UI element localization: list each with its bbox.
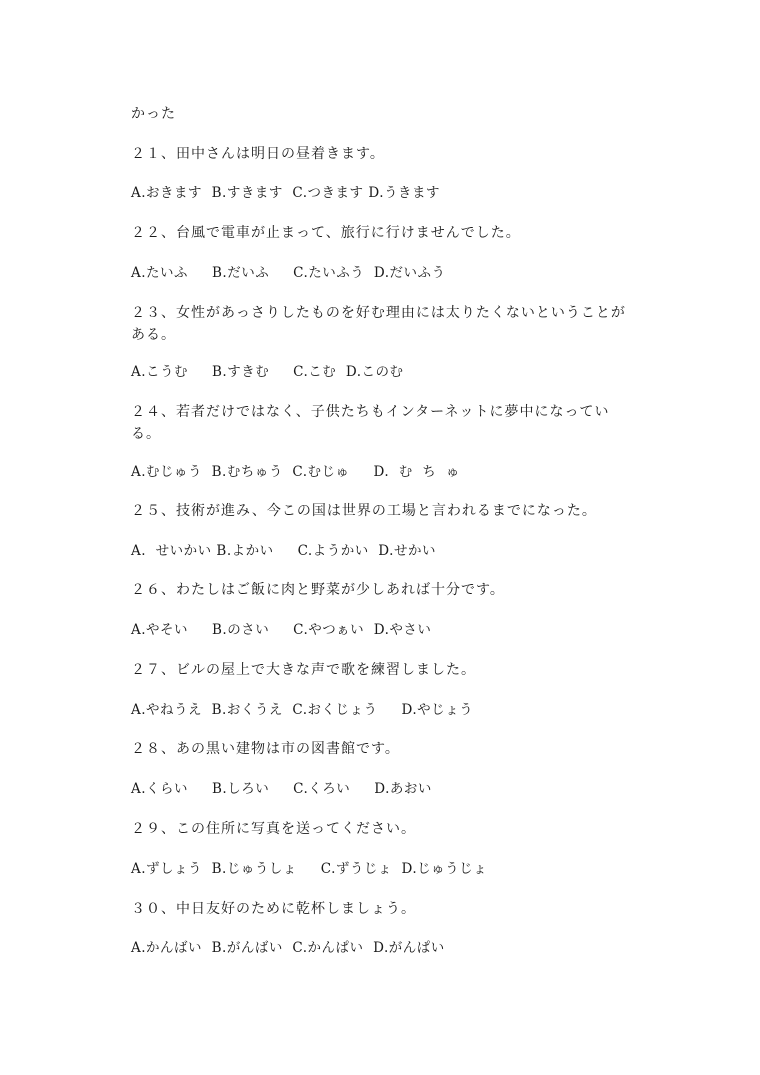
question-27-text: ２７、ビルの屋上で大きな声で歌を練習しました。 xyxy=(131,662,476,678)
question-23-text: ２３、女性があっさりしたものを好む理由には太りたくないということがある。 xyxy=(131,305,626,343)
question-30-options: A.かんばい B.がんばい C.かんぱい D.がんぱい xyxy=(131,940,445,956)
question-25-text: ２５、技術が進み、今この国は世界の工場と言われるまでになった。 xyxy=(131,503,597,519)
question-29-text: ２９、この住所に写真を送ってください。 xyxy=(131,821,416,837)
question-22-options: A.たいふ B.だいふ C.たいふう D.だいふう xyxy=(131,265,446,281)
question-26-text: ２６、わたしはご飯に肉と野菜が少しあれば十分です。 xyxy=(131,582,505,598)
continuation-text: かった xyxy=(131,106,176,122)
question-24-options: A.むじゅう B.むちゅう C.むじゅ D. む ち ゅ xyxy=(131,464,460,480)
question-27-options: A.やねうえ B.おくうえ C.おくじょう D.やじょう xyxy=(131,702,474,718)
question-28-text: ２８、あの黒い建物は市の図書館です。 xyxy=(131,741,400,757)
question-25-options: A. せいかい B.よかい C.ようかい D.せかい xyxy=(131,543,436,559)
question-21-options: A.おきます B.すきます C.つきます D.うきます xyxy=(131,185,440,201)
question-22-text: ２２、台風で電車が止まって、旅行に行けませんでした。 xyxy=(131,225,521,241)
question-21-text: ２１、田中さんは明日の昼着きます。 xyxy=(131,146,385,162)
question-24-text: ２４、若者だけではなく、子供たちもインターネットに夢中になっている。 xyxy=(131,404,610,442)
question-30-text: ３０、中日友好のために乾杯しましょう。 xyxy=(131,901,416,917)
question-28-options: A.くらい B.しろい C.くろい D.あおい xyxy=(131,781,432,797)
question-29-options: A.ずしょう B.じゅうしょ C.ずうじょ D.じゅうじょ xyxy=(131,861,488,877)
question-23-options: A.こうむ B.すきむ C.こむ D.このむ xyxy=(131,364,404,380)
question-26-options: A.やそい B.のさい C.やつぁい D.やさい xyxy=(131,622,432,638)
